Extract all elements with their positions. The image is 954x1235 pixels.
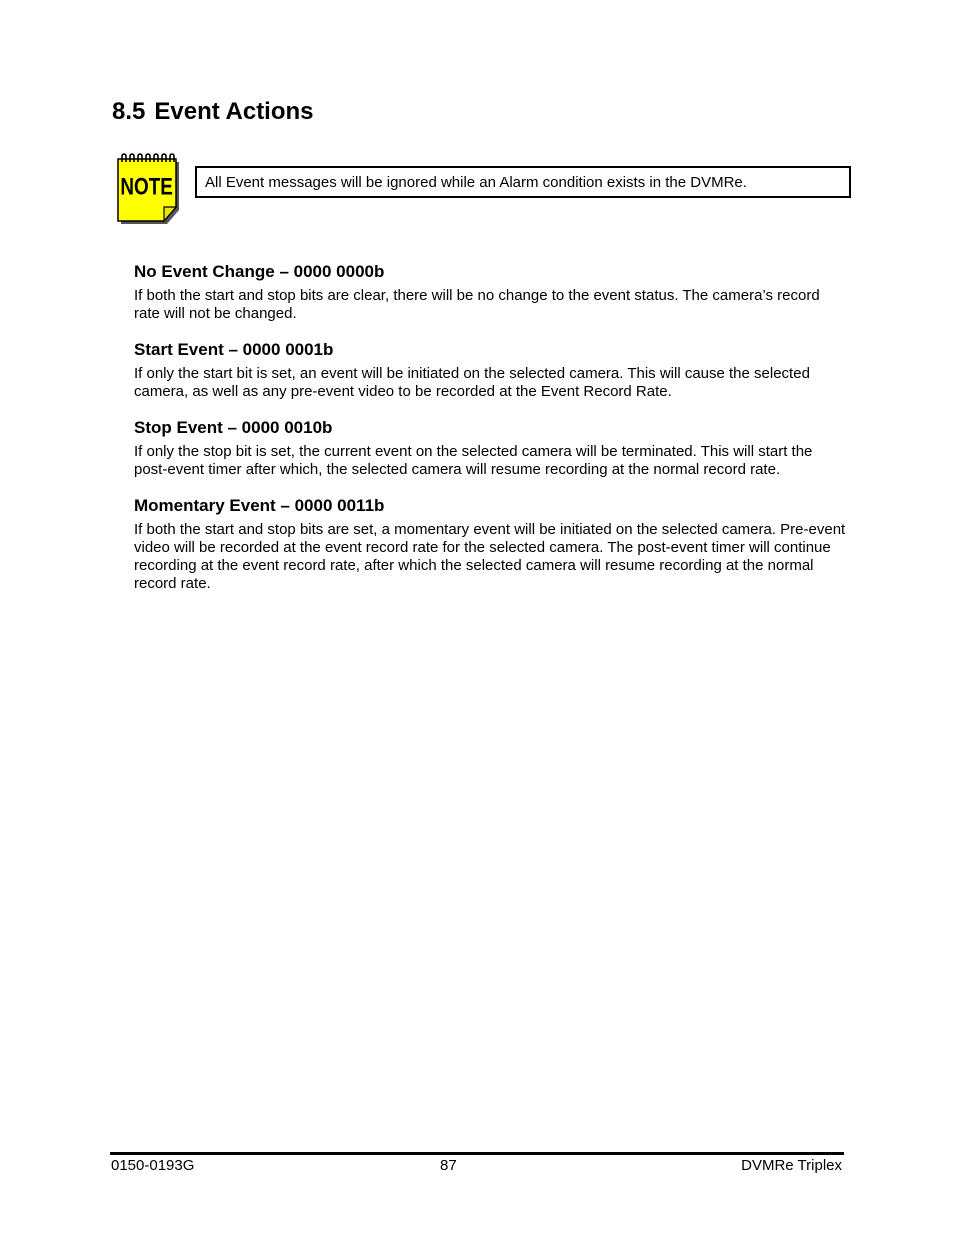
event-actions-list <box>134 261 846 609</box>
section-heading: Start Event – 0000 0001b <box>134 340 334 359</box>
section-number: 8.5 <box>112 98 146 125</box>
page-title <box>112 95 314 129</box>
section-body: If both the start and stop bits are set, a momentary event will be initiated on the selected camera. Pre-event video will be recorded at the event record rate for the selected camera. The post-event timer will continue recording at the event record rate, after which the selected camera will resume recording at the normal record rate. <box>134 521 846 592</box>
section-body: If only the start bit is set, an event will be initiated on the selected camera. This will cause the selected camera, as well as any pre-event video to be recorded at the Event Record Rate. <box>134 365 810 400</box>
section-momentary-event <box>134 495 846 593</box>
section-stop-event <box>134 417 846 479</box>
footer-doc-number: 0150-0193G <box>111 1157 195 1174</box>
note-callout: All Event messages will be ignored while an Alarm condition exists in the DVMRe. <box>195 166 851 198</box>
footer-page-number: 87 <box>440 1157 457 1174</box>
note-icon <box>116 153 180 225</box>
section-heading: No Event Change – 0000 0000b <box>134 262 385 281</box>
section-no-event-change <box>134 261 846 323</box>
svg-text:NOTE: NOTE <box>120 172 173 200</box>
footer-product-name: DVMRe Triplex <box>741 1157 842 1174</box>
section-heading: Stop Event – 0000 0010b <box>134 418 333 437</box>
footer-divider <box>110 1152 844 1155</box>
section-start-event <box>134 339 846 401</box>
section-body: If only the stop bit is set, the current event on the selected camera will be terminated. This will start the post-event timer after which, the selected camera will resume recording at the normal record rate. <box>134 443 813 478</box>
section-heading: Momentary Event – 0000 0011b <box>134 496 385 515</box>
section-body: If both the start and stop bits are clear, there will be no change to the event status. The camera’s record rate will not be changed. <box>134 287 820 322</box>
section-title: Event Actions <box>154 98 314 125</box>
